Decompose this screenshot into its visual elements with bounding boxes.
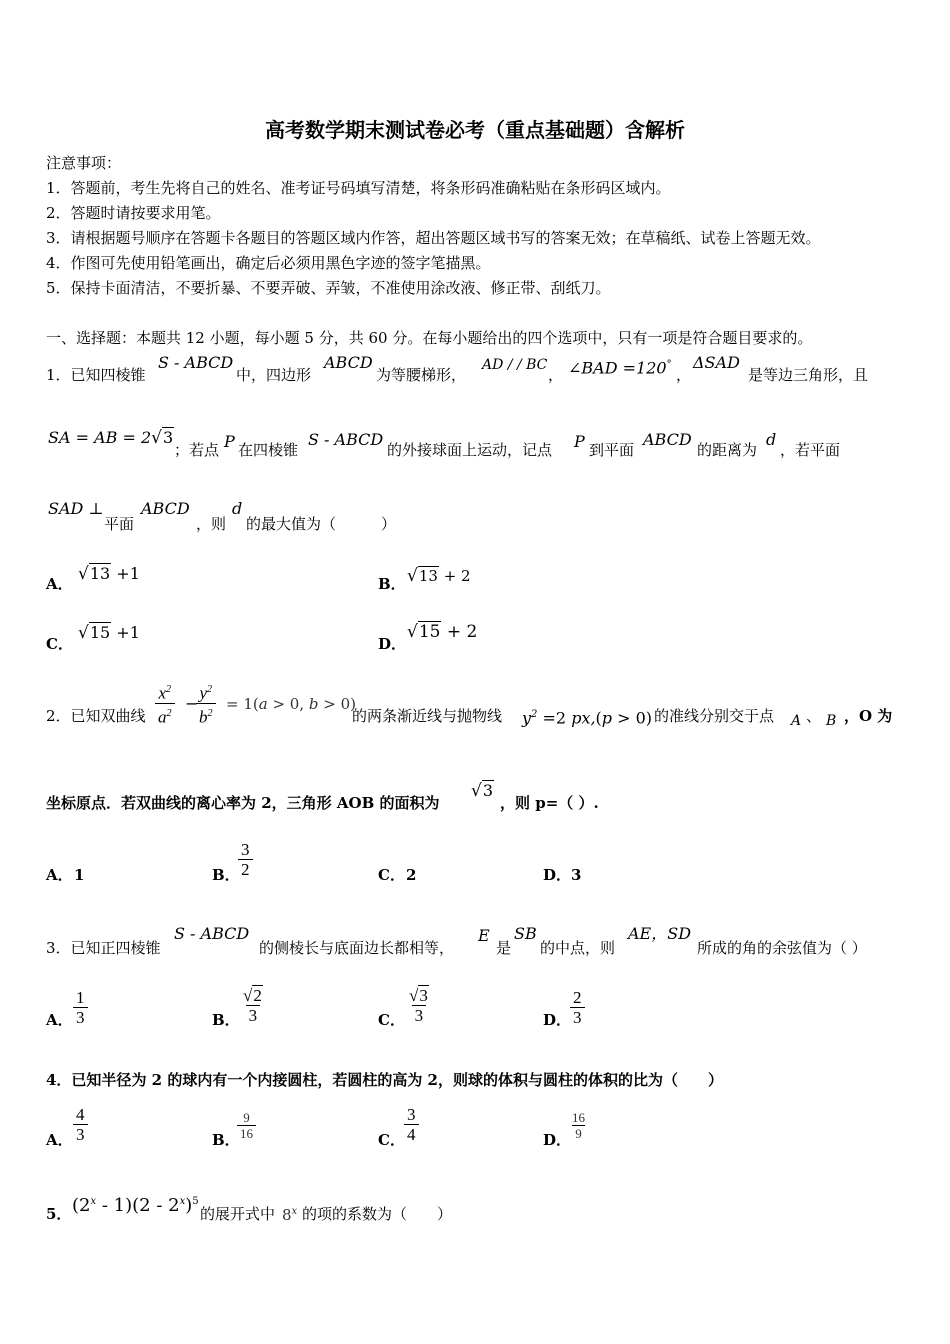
q3-text: 的中点，则 xyxy=(540,939,616,957)
q1-math: P xyxy=(224,432,235,451)
q2-hyperbola-term2: $\frac{y^2}{b^2}$ xyxy=(196,680,216,726)
q1-text: ；若点 xyxy=(174,441,220,459)
q1-option-b-label[interactable]: B． xyxy=(378,575,406,593)
q1-text: ，若平面 xyxy=(780,441,841,459)
q3-text: 是 xyxy=(496,939,512,957)
q2-minus: − xyxy=(185,694,199,713)
q1-text: ， xyxy=(548,366,564,384)
q1-option-c-label[interactable]: C． xyxy=(46,635,73,653)
q4-option-c-label[interactable]: C． xyxy=(378,1131,405,1149)
q1-option-c-value: √15 +1 xyxy=(78,623,140,643)
notice-item-5: 5．保持卡面清洁，不要折暴、不要弄破、弄皱，不准使用涂改液、修正带、刮纸刀。 xyxy=(46,279,611,297)
section-heading: 一、选择题：本题共 12 小题，每小题 5 分，共 60 分。在每小题给出的四个选项中，只有一项是符合题目要求的。 xyxy=(46,329,813,347)
q1-option-b-value: √13 + 2 xyxy=(407,566,471,586)
q3-option-c-value: $\frac{√3}{3}$ xyxy=(409,986,428,1025)
q1-math: d xyxy=(766,430,777,449)
q1-math: SA = AB = 2√3 xyxy=(48,428,174,448)
q1-math: ΔSAD xyxy=(693,353,740,372)
q1-text: 是等边三角形，且 xyxy=(748,366,869,384)
q2-option-a-label[interactable]: A． xyxy=(46,866,73,884)
q1-text: 到平面 xyxy=(589,441,635,459)
q1-math: S - ABCD xyxy=(308,430,384,449)
q2-option-a-value: 1 xyxy=(74,866,85,884)
q4-option-c-value: $\frac{3}{4}$ xyxy=(404,1105,419,1144)
page-title: 高考数学期末测试卷必考（重点基础题）含解析 xyxy=(265,118,685,142)
q1-text: 的外接球面上运动，记点 xyxy=(387,441,553,459)
q1-math: ABCD xyxy=(324,353,373,372)
q4-option-d-label[interactable]: D． xyxy=(543,1131,572,1149)
q5-text: 的项的系数为（ ） xyxy=(302,1205,453,1223)
q3-option-a-value: $\frac{1}{3}$ xyxy=(73,988,88,1027)
q2-option-d-label[interactable]: D． xyxy=(543,866,572,884)
q1-text: ， xyxy=(676,366,692,384)
notice-item-1: 1．答题前，考生先将自己的姓名、准考证号码填写清楚，将条形码准确粘贴在条形码区域内。 xyxy=(46,179,671,197)
q3-option-a-label[interactable]: A． xyxy=(46,1011,73,1029)
q2-text: 的准线分别交于点 xyxy=(654,707,775,725)
q3-option-b-label[interactable]: B． xyxy=(212,1011,240,1029)
q3-math: S - ABCD xyxy=(174,924,250,943)
q1-option-d-label[interactable]: D． xyxy=(378,635,407,653)
q2-math: A xyxy=(791,713,802,729)
q1-text: 1．已知四棱锥 xyxy=(46,366,146,384)
q1-math: AD / / BC xyxy=(482,357,548,373)
q5-text: 5． xyxy=(46,1205,72,1223)
q3-text: 所成的角的余弦值为（ ） xyxy=(697,939,867,957)
q5-expression: (2$^x$ - 1)(2 - 2$^x$)$^5$ xyxy=(72,1195,199,1216)
q1-text: 的最大值为（ ） xyxy=(246,515,397,533)
q1-math: P xyxy=(574,432,585,451)
q1-text: 的距离为 xyxy=(697,441,758,459)
q2-option-d-value: 3 xyxy=(571,866,582,884)
q3-math: SB xyxy=(514,924,537,943)
q2-text: ，O 为 xyxy=(844,707,893,725)
q1-text: 平面 xyxy=(104,515,135,533)
notice-heading: 注意事项： xyxy=(46,154,122,172)
q2-text: 的两条渐近线与抛物线 xyxy=(352,707,503,725)
q2-text: 、 xyxy=(806,707,822,725)
q3-math: AE，SD xyxy=(628,924,692,943)
q2-option-b-value: $\frac{3}{2}$ xyxy=(238,840,253,879)
q1-text: ，则 xyxy=(196,515,227,533)
q2-math: √3 xyxy=(471,781,494,801)
q1-option-d-value: √15 + 2 xyxy=(407,622,478,642)
q4-option-d-value: $\frac{16}{9}$ xyxy=(572,1110,585,1141)
q2-text: 坐标原点．若双曲线的离心率为 2，三角形 AOB 的面积为 xyxy=(46,794,440,812)
q2-math: B xyxy=(826,713,837,729)
q4-option-a-value: $\frac{4}{3}$ xyxy=(73,1105,88,1144)
q1-math: d xyxy=(232,499,243,518)
q5-math: 8$^x$ xyxy=(282,1206,298,1224)
q3-math: E xyxy=(478,926,490,945)
q1-math: SAD ⊥ xyxy=(48,499,104,518)
q2-text: ，则 p=（ ）. xyxy=(500,794,599,812)
q1-option-a-label[interactable]: A． xyxy=(46,575,73,593)
q3-option-d-label[interactable]: D． xyxy=(543,1011,572,1029)
q3-option-c-label[interactable]: C． xyxy=(378,1011,405,1029)
q1-math: ABCD xyxy=(643,430,692,449)
notice-item-4: 4．作图可先使用铅笔画出，确定后必须用黑色字迹的签字笔描黑。 xyxy=(46,254,491,272)
q2-hyperbola-term1: $\frac{x^2}{a^2}$ xyxy=(155,680,175,726)
q4-option-a-label[interactable]: A． xyxy=(46,1131,73,1149)
q2-option-c-value: 2 xyxy=(406,866,417,884)
q1-text: 中，四边形 xyxy=(236,366,312,384)
q2-hyperbola-cond: = 1(a > 0, b > 0) xyxy=(226,695,356,713)
q1-math: ABCD xyxy=(141,499,190,518)
notice-item-2: 2．答题时请按要求用笔。 xyxy=(46,204,221,222)
q3-option-d-value: $\frac{2}{3}$ xyxy=(570,988,585,1027)
q1-math: S - ABCD xyxy=(158,353,234,372)
q2-parabola: $y^2 =2$ px,(p > 0) xyxy=(522,708,653,728)
q5-text: 的展开式中 xyxy=(200,1205,276,1223)
q3-text: 的侧棱长与底面边长都相等， xyxy=(259,939,455,957)
q1-text: 在四棱锥 xyxy=(238,441,299,459)
q1-option-a-value: √13 +1 xyxy=(78,564,140,584)
q1-math: ∠BAD =120° xyxy=(568,358,672,378)
q2-text: 2．已知双曲线 xyxy=(46,707,146,725)
q4-option-b-label[interactable]: B． xyxy=(212,1131,240,1149)
q2-option-b-label[interactable]: B． xyxy=(212,866,240,884)
notice-item-3: 3．请根据题号顺序在答题卡各题目的答题区域内作答，超出答题区域书写的答案无效；在草稿纸、试卷上答题无效。 xyxy=(46,229,821,247)
q4-text: 4．已知半径为 2 的球内有一个内接圆柱，若圆柱的高为 2，则球的体积与圆柱的体积的比为（ ） xyxy=(46,1071,723,1089)
q1-text: 为等腰梯形， xyxy=(376,366,467,384)
q3-text: 3．已知正四棱锥 xyxy=(46,939,161,957)
q4-option-b-value: $\frac{9}{16}$ xyxy=(237,1110,256,1141)
q2-option-c-label[interactable]: C． xyxy=(378,866,405,884)
q3-option-b-value: $\frac{√2}{3}$ xyxy=(243,986,262,1025)
